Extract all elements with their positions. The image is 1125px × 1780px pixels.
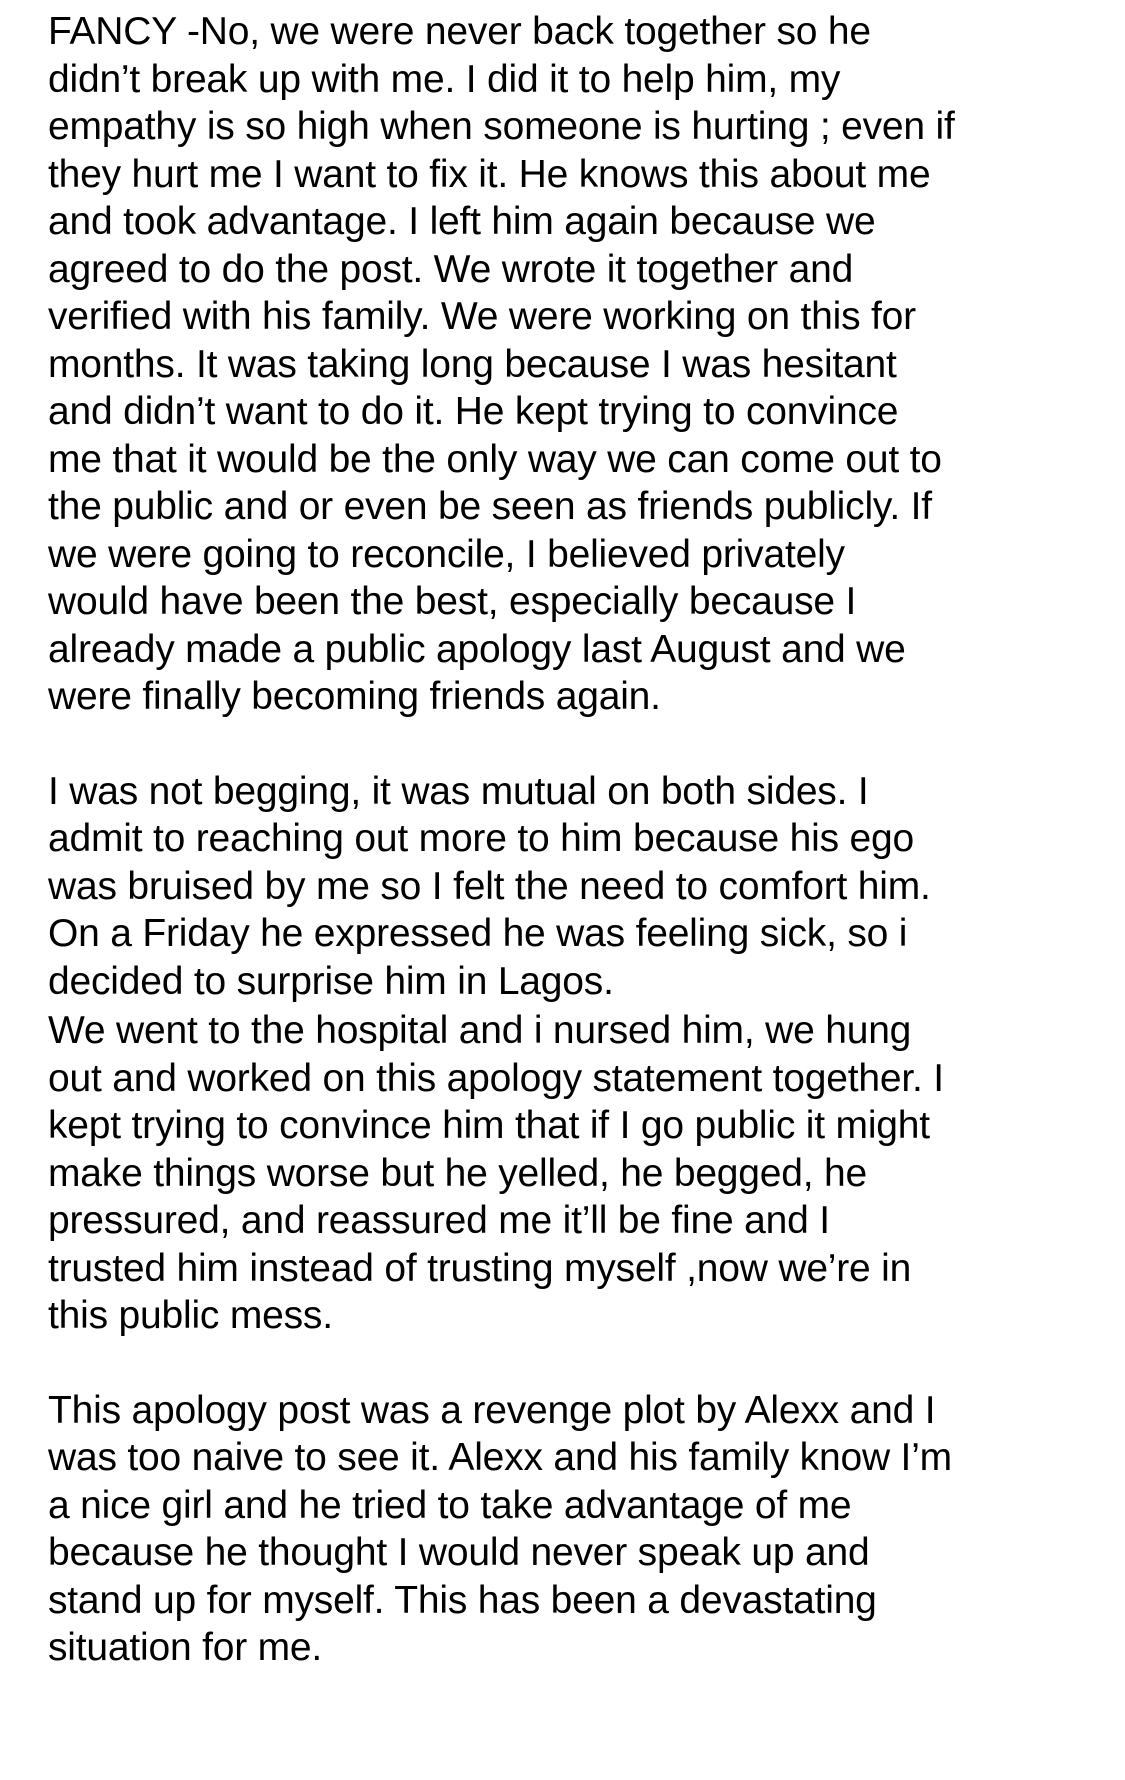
text-line: we were going to reconcile, I believed privately <box>48 532 845 576</box>
text-line: We went to the hospital and i nursed him, we hung <box>48 1009 912 1052</box>
text-line: this public mess. <box>48 1294 333 1337</box>
text-line: me that it would be the only way we can come out to <box>48 437 942 481</box>
text-line: already made a public apology last August and we <box>48 627 906 671</box>
text-line: out and worked on this apology statement together. I <box>48 1056 944 1100</box>
text-line: FANCY -No, we were never back together so he <box>48 10 871 53</box>
text-line: kept trying to convince him that if I go public it might <box>48 1104 930 1147</box>
text-line: empathy is so high when someone is hurting ; even if <box>48 105 955 148</box>
text-line: On a Friday he expressed he was feeling sick, so i <box>48 912 908 955</box>
text-line: was bruised by me so I felt the need to comfort him. <box>48 864 931 908</box>
text-line: a nice girl and he tried to take advantage of me <box>48 1483 852 1527</box>
text-line: verified with his family. We were working on this for <box>48 295 916 338</box>
paragraph-1 <box>48 8 1088 721</box>
text-line: didn’t break up with me. I did it to help him, my <box>48 57 841 101</box>
text-line: decided to surprise him in Lagos. <box>48 959 614 1003</box>
text-line: they hurt me I want to fix it. He knows this about me <box>48 152 931 196</box>
text-line: I was not begging, it was mutual on both sides. I <box>48 769 869 813</box>
text-line: trusted him instead of trusting myself ,now we’re in <box>48 1246 912 1290</box>
text-line: admit to reaching out more to him because his ego <box>48 817 915 860</box>
text-line: make things worse but he yelled, he begged, he <box>48 1151 868 1195</box>
text-line: agreed to do the post. We wrote it together and <box>48 247 854 291</box>
text-line: the public and or even be seen as friends publicly. If <box>48 485 932 528</box>
text-line: was too naive to see it. Alexx and his family know I’m <box>48 1436 952 1479</box>
paragraph-2 <box>48 768 1088 1006</box>
text-line: situation for me. <box>48 1626 323 1669</box>
text-line: pressured, and reassured me it’ll be fine and I <box>48 1199 830 1242</box>
text-line: This apology post was a revenge plot by Alexx and I <box>48 1388 936 1432</box>
paragraph-4 <box>48 1387 1088 1672</box>
paragraph-3 <box>48 1007 1088 1340</box>
text-line: stand up for myself. This has been a devastating <box>48 1578 877 1622</box>
text-line: and didn’t want to do it. He kept trying to convince <box>48 390 899 433</box>
text-line: would have been the best, especially because I <box>48 580 857 623</box>
text-line: months. It was taking long because I was hesitant <box>48 342 897 386</box>
text-line: and took advantage. I left him again because we <box>48 200 876 243</box>
note-body <box>48 8 1088 1672</box>
text-line: because he thought I would never speak up and <box>48 1531 870 1574</box>
text-line: were finally becoming friends again. <box>48 675 661 718</box>
